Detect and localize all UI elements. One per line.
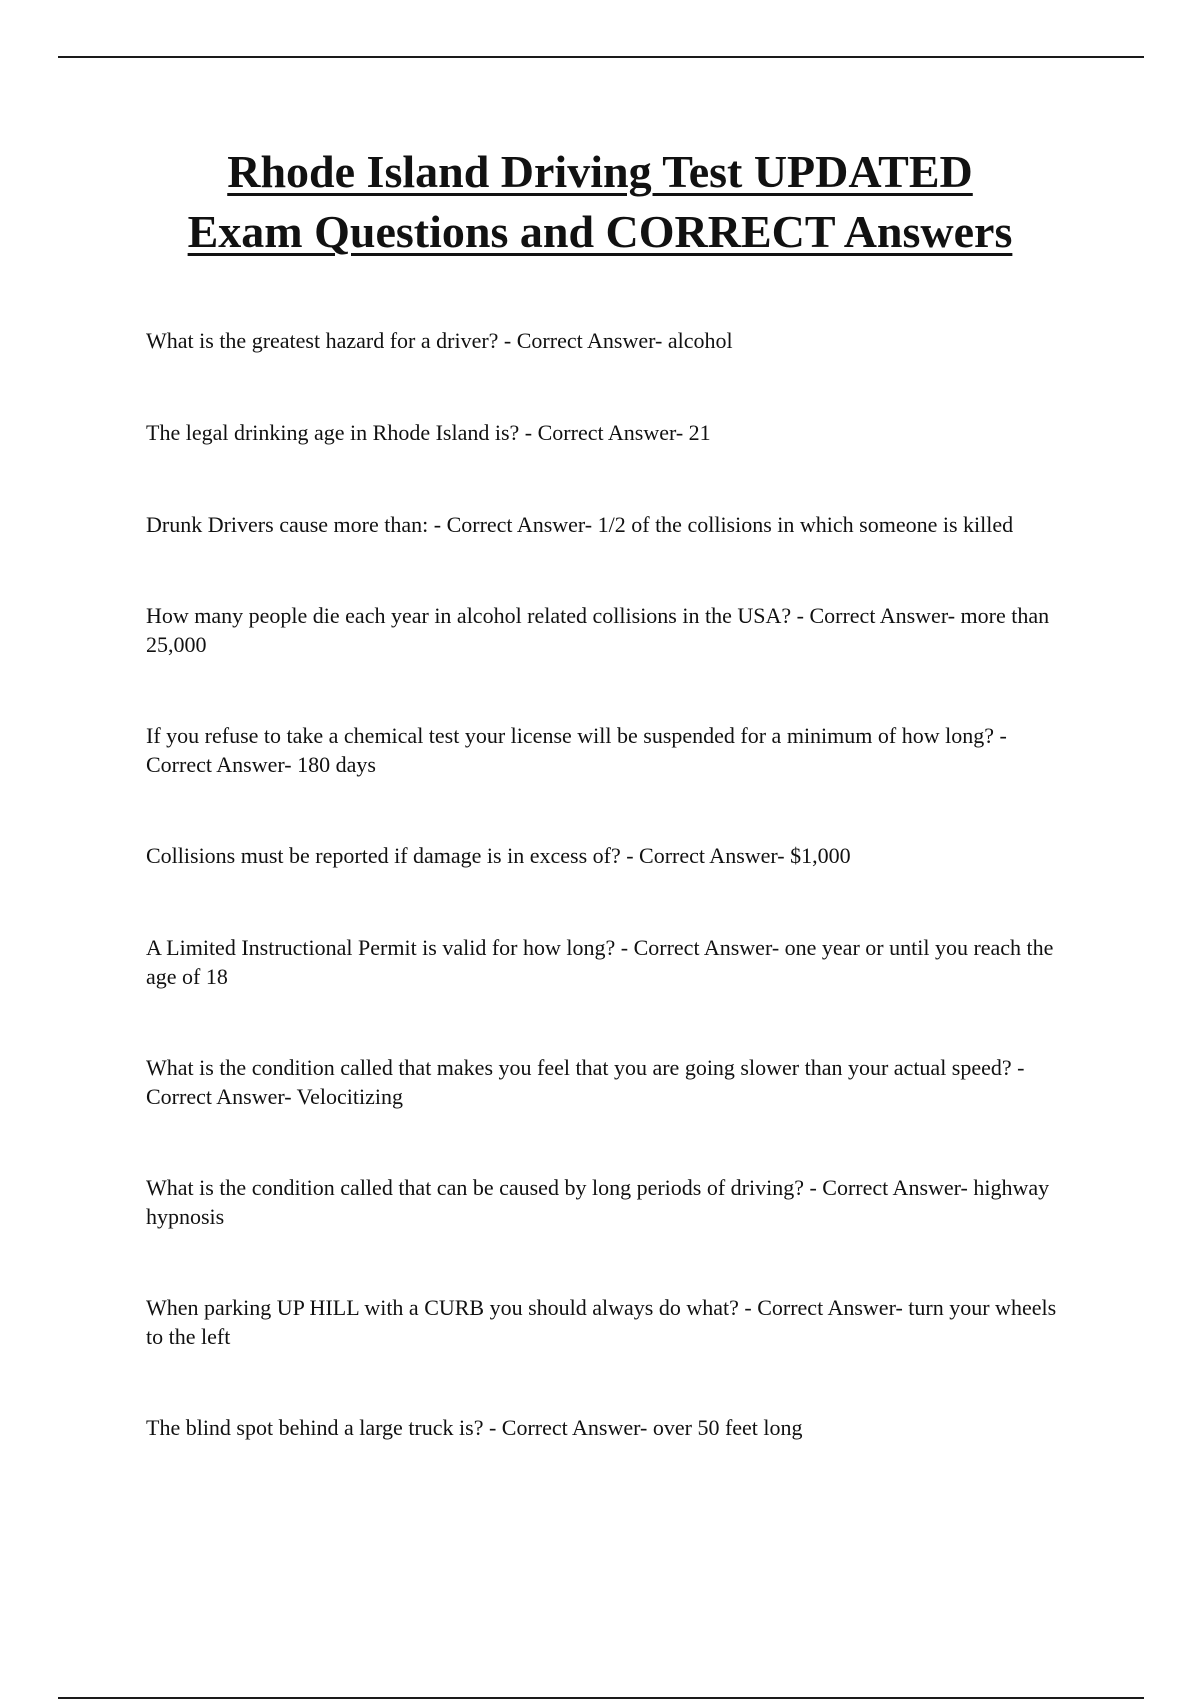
title-line-1: Rhode Island Driving Test UPDATED — [227, 146, 973, 197]
qa-item: When parking UP HILL with a CURB you should always do what? - Correct Answer- turn your wheels to the left — [146, 1295, 1057, 1349]
qa-item: Collisions must be reported if damage is in excess of? - Correct Answer- $1,000 — [146, 843, 851, 868]
qa-item: What is the condition called that makes you feel that you are going slower than your actual speed? - Correct Answer- Velocitizing — [146, 1055, 1025, 1109]
qa-item: How many people die each year in alcohol related collisions in the USA? - Correct Answer- more than 25,000 — [146, 603, 1050, 657]
page-title — [0, 142, 1200, 262]
qa-item: What is the condition called that can be caused by long periods of driving? - Correct Answer- highway hypnosis — [146, 1175, 1050, 1229]
qa-item: If you refuse to take a chemical test your license will be suspended for a minimum of how long? - Correct Answer- 180 days — [146, 723, 1007, 777]
qa-list — [146, 326, 1066, 1505]
title-line-2: Exam Questions and CORRECT Answers — [187, 206, 1013, 257]
qa-item: The legal drinking age in Rhode Island is? - Correct Answer- 21 — [146, 420, 711, 445]
qa-item: A Limited Instructional Permit is valid for how long? - Correct Answer- one year or until you reach the age of 18 — [146, 935, 1054, 989]
qa-item: What is the greatest hazard for a driver? - Correct Answer- alcohol — [146, 328, 733, 353]
bottom-rule — [58, 1697, 1144, 1699]
qa-item: Drunk Drivers cause more than: - Correct Answer- 1/2 of the collisions in which someone is killed — [146, 512, 1014, 537]
top-rule — [58, 56, 1144, 58]
qa-item: The blind spot behind a large truck is? - Correct Answer- over 50 feet long — [146, 1415, 803, 1440]
